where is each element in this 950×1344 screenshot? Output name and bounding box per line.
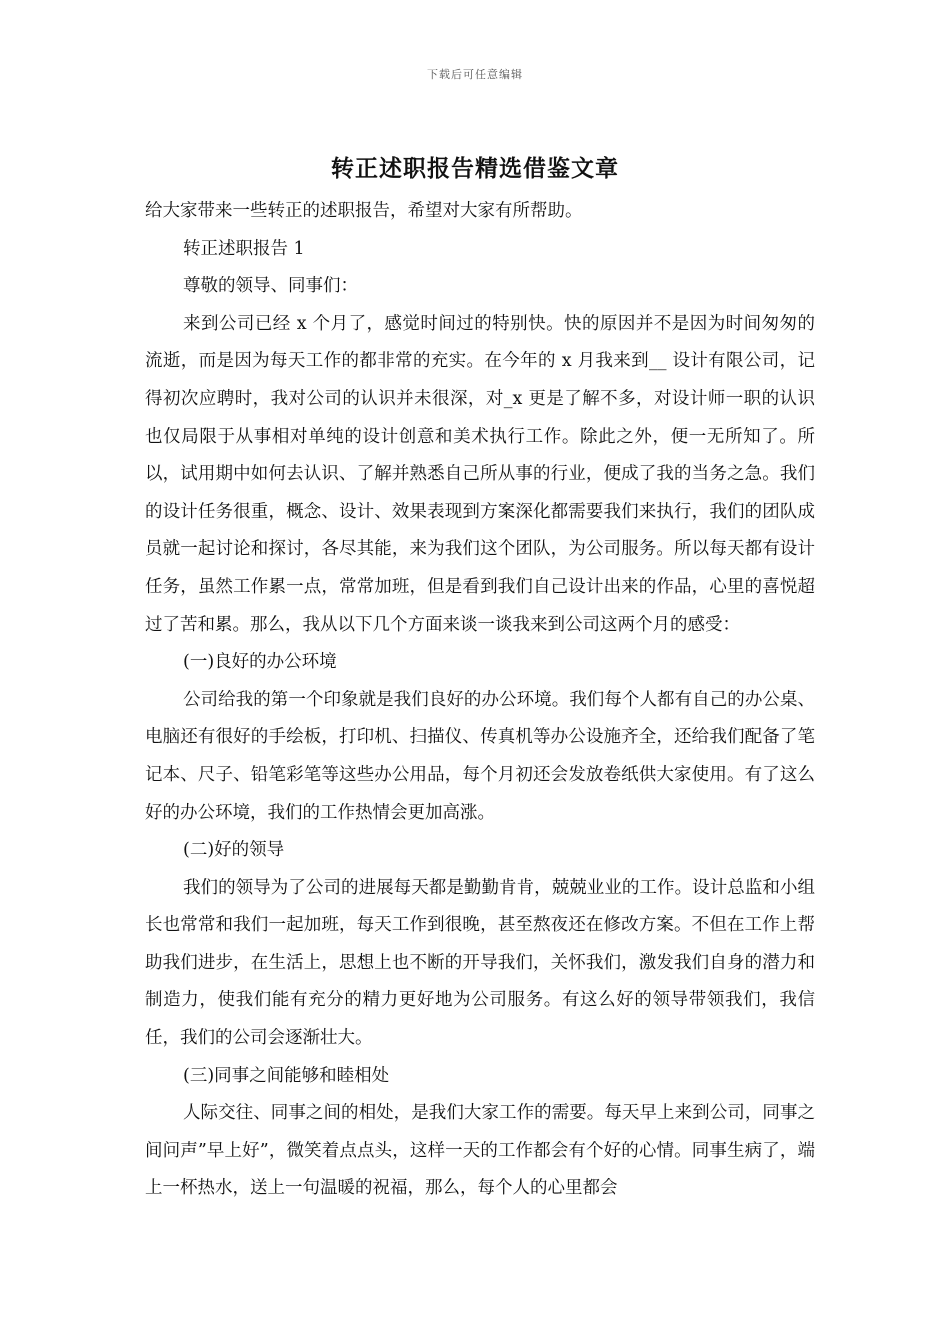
document-body xyxy=(145,193,815,1208)
section-heading-report: 转正述职报告 1 xyxy=(183,238,305,259)
paragraph-colleagues: 人际交往、同事之间的相处，是我们大家工作的需要。每天早上来到公司，同事之间问声”早上好”，微笑着点点头，这样一天的工作都会有个好的心情。同事生病了，端上一杯热水，送上一句温暖的祝福，那么，每个人的心里都会 xyxy=(145,1103,815,1199)
subheading-leadership: (二)好的领导 xyxy=(183,840,285,861)
subheading-office-environment: (一)良好的办公环境 xyxy=(183,652,337,673)
paragraph-intro: 给大家带来一些转正的述职报告，希望对大家有所帮助。 xyxy=(145,201,583,221)
paragraph-opening: 来到公司已经 x 个月了，感觉时间过的特别快。快的原因并不是因为时间匆匆的流逝，而是因为每天工作的都非常的充实。在今年的 x 月我来到__ 设计有限公司，记得初次应聘时，我对公司的认识并未很深，对_x 更是了解不多，对设计师一职的认识也仅局限于从事相对单纯的设计创意和美术执行工作。除此之外，便一无所知了。所以，试用期中如何去认识、了解并熟悉自己所从事的行业，便成了我的当务之急。我们的设计任务很重，概念、设计、效果表现到方案深化都需要我们来执行，我们的团队成员就一起讨论和探讨，各尽其能，来为我们这个团队，为公司服务。所以每天都有设计任务，虽然工作累一点，常常加班，但是看到我们自己设计出来的作品，心里的喜悦超过了苦和累。那么，我从以下几个方面来谈一谈我来到公司这两个月的感受： xyxy=(145,313,815,635)
paragraph-leadership: 我们的领导为了公司的进展每天都是勤勤肯肯，兢兢业业的工作。设计总监和小组长也常常和我们一起加班，每天工作到很晚，甚至熬夜还在修改方案。不但在工作上帮助我们进步，在生活上，思想上也不断的开导我们，关怀我们，激发我们自身的潜力和制造力，使我们能有充分的精力更好地为公司服务。有这么好的领导带领我们，我信任，我们的公司会逐渐壮大。 xyxy=(145,877,815,1049)
document-title: 转正述职报告精选借鉴文章 xyxy=(331,155,619,182)
header-note: 下载后可任意编辑 xyxy=(427,68,523,81)
salutation: 尊敬的领导、同事们： xyxy=(183,276,358,297)
paragraph-office-environment: 公司给我的第一个印象就是我们良好的办公环境。我们每个人都有自己的办公桌、电脑还有很好的手绘板，打印机、扫描仪、传真机等办公设施齐全，还给我们配备了笔记本、尺子、铅笔彩笔等这些办公用品，每个月初还会发放卷纸供大家使用。有了这么好的办公环境，我们的工作热情会更加高涨。 xyxy=(145,689,815,823)
subheading-colleagues: (三)同事之间能够和睦相处 xyxy=(183,1065,390,1086)
